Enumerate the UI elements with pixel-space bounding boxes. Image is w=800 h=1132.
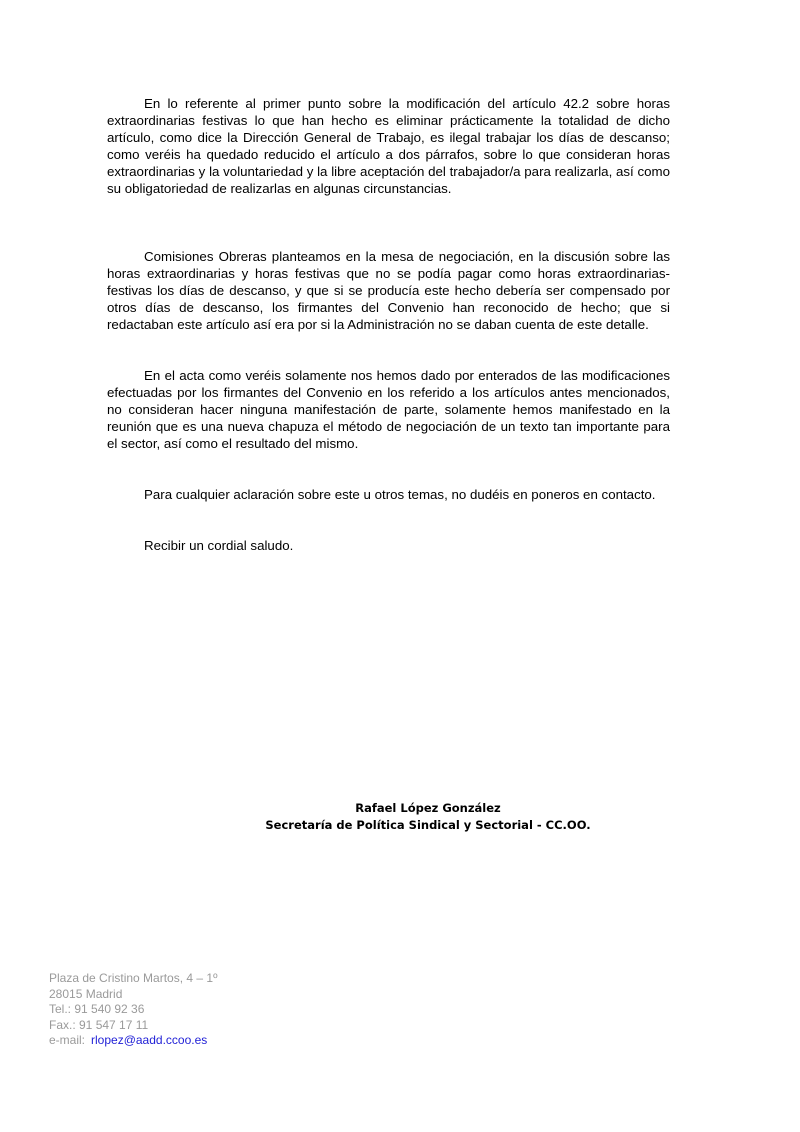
signature-block <box>200 800 656 834</box>
body-paragraph-2: Comisiones Obreras planteamos en la mesa de negociación, en la discusión sobre las horas extraordinarias y horas festivas que no se podía pagar como horas extraordinarias-festivas los días de descanso, y que si se producía este hecho debería ser compensado por otros días de descanso, los firmantes del Convenio han reconocido de hecho; que si redactaban este artículo así era por si la Administración no se daban cuenta de este detalle. <box>107 249 670 332</box>
email-link[interactable]: rlopez@aadd.ccoo.es <box>91 1033 208 1047</box>
signatory-name: Rafael López González <box>355 801 501 815</box>
closing-greeting: Recibir un cordial saludo. <box>144 538 294 553</box>
footer-email-label: e-mail: <box>49 1033 86 1047</box>
footer-email-line <box>49 1033 217 1049</box>
footer-city: 28015 Madrid <box>49 986 123 1001</box>
footer-fax: Fax.: 91 547 17 11 <box>49 1017 149 1032</box>
footer-address: Plaza de Cristino Martos, 4 – 1º <box>49 971 218 985</box>
contact-footer <box>49 971 217 1049</box>
signatory-title: Secretaría de Política Sindical y Sectorial - CC.OO. <box>265 818 591 832</box>
body-paragraph-1: En lo referente al primer punto sobre la modificación del artículo 42.2 sobre horas extraordinarias festivas lo que han hecho es eliminar prácticamente la totalidad de dicho artículo, como dice la Dirección General de Trabajo, es ilegal trabajar los días de descanso; como veréis ha quedado reducido el artículo a dos párrafos, sobre lo que consideran horas extraordinarias y la voluntariedad y la libre aceptación del trabajador/a para realizarla, así como su obligatoriedad de realizarlas en algunas circunstancias. <box>107 96 670 196</box>
body-paragraph-3: En el acta como veréis solamente nos hemos dado por enterados de las modificaciones efectuadas por los firmantes del Convenio en los referido a los artículos antes mencionados, no consideran hacer ninguna manifestación de parte, solamente hemos manifestado en la reunión que es una nueva chapuza el método de negociación de un texto tan importante para el sector, así como el resultado del mismo. <box>107 368 670 451</box>
body-paragraph-4: Para cualquier aclaración sobre este u otros temas, no dudéis en poneros en contacto. <box>144 487 656 502</box>
footer-phone: Tel.: 91 540 92 36 <box>49 1002 145 1016</box>
